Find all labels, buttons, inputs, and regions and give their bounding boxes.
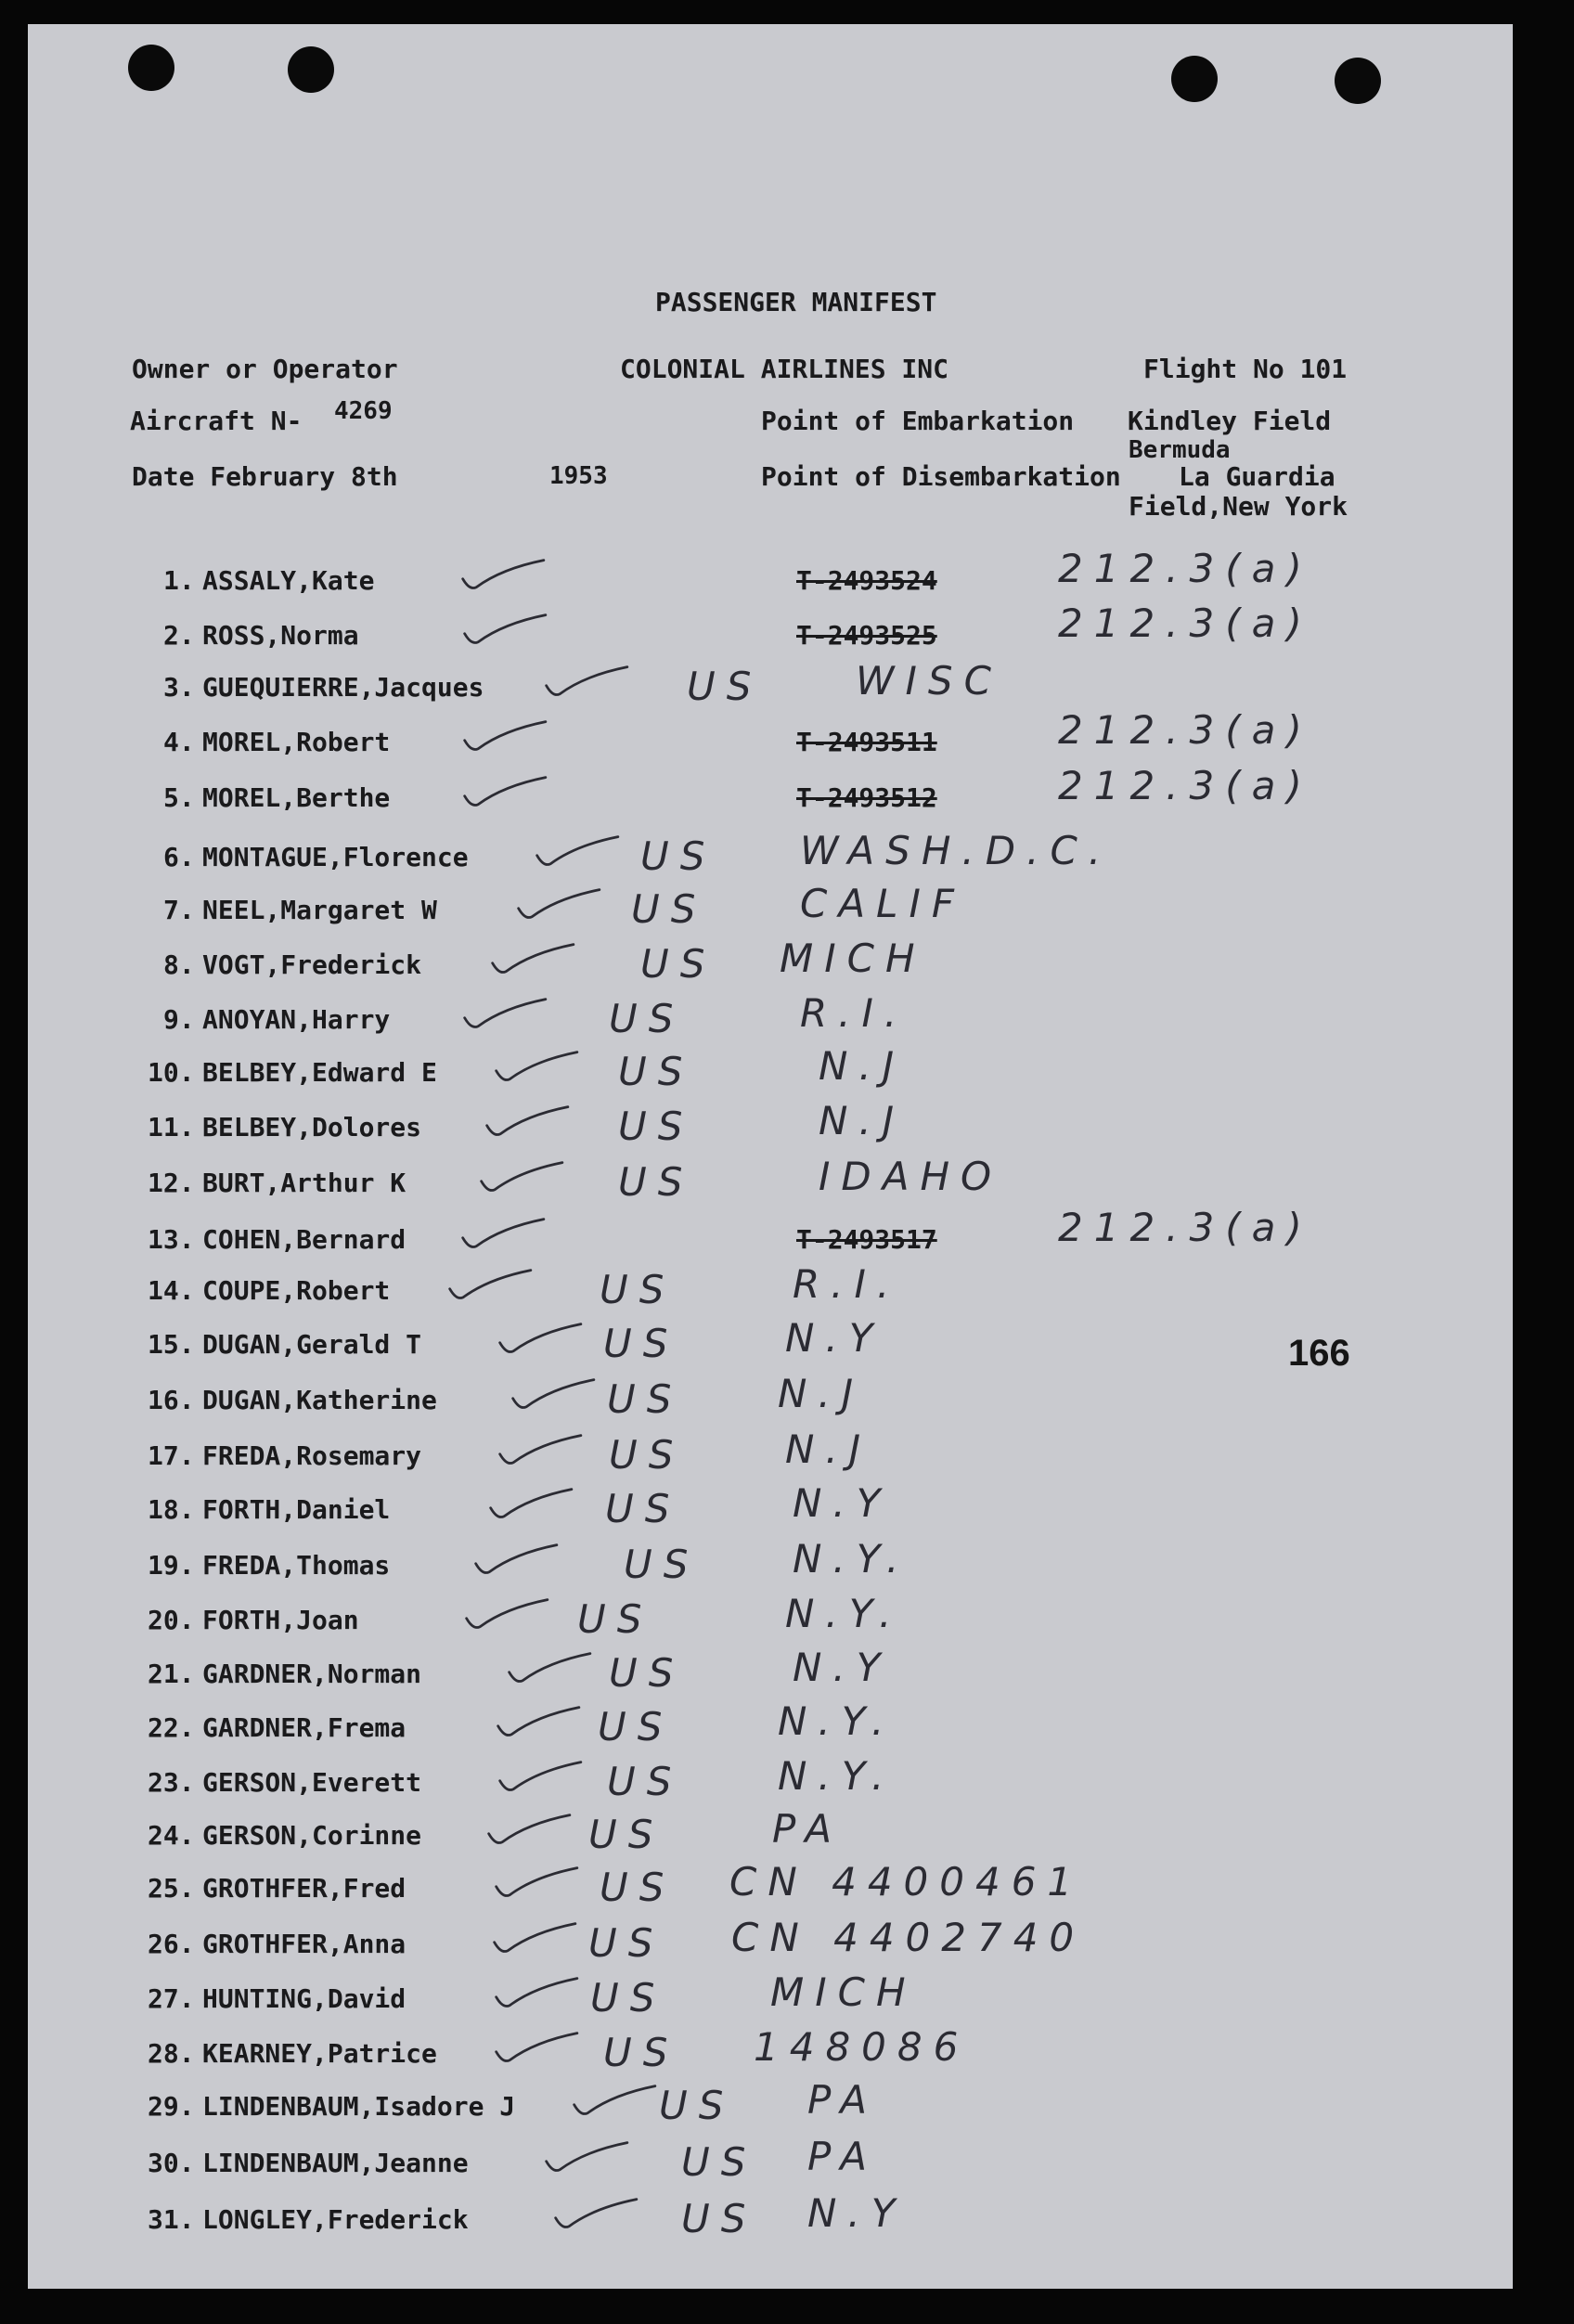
passenger-number: 29.	[148, 2091, 195, 2122]
residence: CALIF	[800, 881, 966, 926]
residence: WISC	[856, 658, 1002, 704]
passenger-number: 11.	[148, 1112, 195, 1143]
nationality: US	[607, 1759, 683, 1804]
passenger-name: LINDENBAUM,Jeanne	[202, 2148, 469, 2178]
embarkation-place-2: Bermuda	[1129, 436, 1231, 464]
passenger-name: ANOYAN,Harry	[202, 1004, 391, 1035]
checkmark-icon	[492, 1759, 594, 1796]
nationality: US	[600, 1267, 676, 1312]
passenger-number: 4.	[163, 727, 195, 757]
embarkation-place: Kindley Field	[1128, 406, 1332, 436]
checkmark-icon	[488, 1865, 590, 1902]
passenger-name: HUNTING,David	[202, 1983, 406, 2014]
passenger-number: 8.	[163, 949, 195, 980]
checkmark-icon	[455, 1216, 557, 1253]
checkmark-icon	[488, 1049, 590, 1086]
passenger-number: 31.	[148, 2204, 195, 2235]
passenger-name: BURT,Arthur K	[202, 1168, 406, 1198]
nationality: US	[640, 833, 716, 879]
checkmark-icon	[468, 1542, 570, 1579]
nationality: US	[600, 1865, 676, 1910]
nationality: US	[640, 941, 716, 987]
passenger-name: ROSS,Norma	[202, 620, 359, 651]
passenger-name: GARDNER,Frema	[202, 1712, 406, 1743]
residence: N.J	[819, 1043, 906, 1089]
aircraft-number: 4269	[334, 397, 393, 425]
passenger-number: 17.	[148, 1440, 195, 1471]
passenger-name: KEARNEY,Patrice	[202, 2038, 437, 2069]
checkmark-icon	[457, 996, 559, 1033]
passenger-number: 16.	[148, 1385, 195, 1415]
aircraft-label: Aircraft N-	[130, 406, 303, 436]
passenger-number: 6.	[163, 842, 195, 872]
exclusion-note: 212.3(a)	[1058, 707, 1313, 753]
checkmark-icon	[529, 833, 631, 871]
nationality: US	[609, 996, 685, 1041]
nationality: US	[624, 1542, 700, 1587]
passenger-name: MONTAGUE,Florence	[202, 842, 469, 872]
checkmark-icon	[501, 1650, 603, 1687]
passenger-number: 19.	[148, 1550, 195, 1581]
passenger-name: FREDA,Thomas	[202, 1550, 391, 1581]
punch-hole	[1171, 56, 1218, 102]
residence: N.J	[785, 1427, 872, 1472]
passenger-name: FREDA,Rosemary	[202, 1440, 422, 1471]
year: 1953	[549, 462, 608, 490]
page-number: 166	[1288, 1333, 1350, 1374]
passenger-number: 1.	[163, 565, 195, 596]
nationality: US	[681, 2139, 757, 2185]
checkmark-icon	[538, 2139, 640, 2176]
exclusion-note: 212.3(a)	[1058, 546, 1313, 591]
checkmark-icon	[486, 1920, 588, 1957]
checkmark-icon	[442, 1267, 544, 1304]
residence: N.J	[819, 1098, 906, 1143]
date-label: Date February 8th	[132, 461, 398, 492]
residence: N.Y	[793, 1645, 892, 1690]
ticket-number: T-2493524	[796, 565, 937, 596]
passenger-number: 26.	[148, 1929, 195, 1959]
passenger-number: 7.	[163, 895, 195, 925]
passenger-name: VOGT,Frederick	[202, 949, 422, 980]
passenger-name: MOREL,Robert	[202, 727, 391, 757]
residence: R.I.	[793, 1261, 901, 1307]
owner-label: Owner or Operator	[132, 354, 398, 384]
passenger-number: 25.	[148, 1873, 195, 1904]
residence: R.I.	[800, 990, 909, 1036]
passenger-name: NEEL,Margaret W	[202, 895, 437, 925]
operator-name: COLONIAL AIRLINES INC	[620, 354, 949, 384]
residence: N.Y.	[785, 1591, 903, 1636]
ticket-number: T-2493525	[796, 620, 937, 651]
disembarkation-place-2: Field,New York	[1129, 491, 1348, 522]
passenger-number: 5.	[163, 782, 195, 813]
passenger-number: 9.	[163, 1004, 195, 1035]
nationality: US	[618, 1104, 694, 1149]
passenger-name: COHEN,Bernard	[202, 1224, 406, 1255]
passenger-number: 18.	[148, 1494, 195, 1525]
residence: PA	[772, 1806, 843, 1852]
passenger-number: 20.	[148, 1605, 195, 1635]
residence: WASH.D.C.	[800, 828, 1113, 873]
passenger-name: BELBEY,Edward E	[202, 1057, 437, 1088]
checkmark-icon	[457, 718, 559, 755]
passenger-number: 15.	[148, 1329, 195, 1360]
passenger-name: GUEQUIERRE,Jacques	[202, 672, 484, 703]
passenger-name: DUGAN,Gerald T	[202, 1329, 422, 1360]
manifest-page	[28, 24, 1513, 2289]
checkmark-icon	[488, 2030, 590, 2067]
passenger-name: LINDENBAUM,Isadore J	[202, 2091, 516, 2122]
passenger-number: 30.	[148, 2148, 195, 2178]
passenger-name: GROTHFER,Fred	[202, 1873, 406, 1904]
passenger-number: 21.	[148, 1659, 195, 1689]
checkmark-icon	[492, 1432, 594, 1469]
passenger-name: GERSON,Corinne	[202, 1820, 422, 1851]
residence: N.Y	[785, 1315, 884, 1361]
nationality: US	[590, 1975, 666, 2021]
checkmark-icon	[492, 1321, 594, 1358]
passenger-name: GARDNER,Norman	[202, 1659, 422, 1689]
checkmark-icon	[548, 2196, 650, 2233]
residence: MICH	[780, 936, 926, 981]
passenger-name: ASSALY,Kate	[202, 565, 375, 596]
passenger-number: 3.	[163, 672, 195, 703]
exclusion-note: 212.3(a)	[1058, 763, 1313, 808]
manifest-title: PASSENGER MANIFEST	[655, 287, 937, 317]
nationality: US	[659, 2083, 735, 2128]
checkmark-icon	[457, 612, 559, 649]
checkmark-icon	[458, 1596, 561, 1633]
exclusion-note: 212.3(a)	[1058, 600, 1313, 646]
exclusion-note: 212.3(a)	[1058, 1205, 1313, 1250]
checkmark-icon	[455, 557, 557, 594]
passenger-number: 22.	[148, 1712, 195, 1743]
checkmark-icon	[479, 1104, 581, 1141]
passenger-name: MOREL,Berthe	[202, 782, 391, 813]
residence: 148086	[754, 2024, 970, 2070]
nationality: US	[588, 1812, 664, 1857]
residence: N.Y.	[778, 1698, 896, 1744]
passenger-number: 12.	[148, 1168, 195, 1198]
residence: PA	[807, 2077, 878, 2123]
ticket-number: T-2493511	[796, 727, 937, 757]
ticket-number: T-2493517	[796, 1224, 937, 1255]
ticket-number: T-2493512	[796, 782, 937, 813]
passenger-name: GERSON,Everett	[202, 1767, 422, 1798]
passenger-name: COUPE,Robert	[202, 1275, 391, 1306]
nationality: US	[618, 1049, 694, 1094]
checkmark-icon	[473, 1159, 575, 1196]
residence: MICH	[770, 1969, 917, 2015]
residence: N.J	[778, 1371, 865, 1416]
checkmark-icon	[457, 774, 559, 811]
nationality: US	[609, 1650, 685, 1696]
disembarkation-place: La Guardia	[1179, 461, 1335, 492]
checkmark-icon	[484, 941, 587, 978]
passenger-number: 13.	[148, 1224, 195, 1255]
nationality: US	[607, 1376, 683, 1422]
nationality: US	[603, 1321, 679, 1366]
nationality: US	[618, 1159, 694, 1205]
nationality: US	[631, 886, 707, 932]
residence: N.Y.	[778, 1753, 896, 1799]
passenger-number: 28.	[148, 2038, 195, 2069]
passenger-number: 14.	[148, 1275, 195, 1306]
nationality: US	[605, 1486, 681, 1531]
embarkation-label: Point of Embarkation	[761, 406, 1075, 436]
passenger-name: LONGLEY,Frederick	[202, 2204, 469, 2235]
nationality: US	[681, 2196, 757, 2241]
passenger-number: 27.	[148, 1983, 195, 2014]
checkmark-icon	[490, 1704, 592, 1741]
flight-number: Flight No 101	[1143, 354, 1348, 384]
passenger-name: FORTH,Daniel	[202, 1494, 391, 1525]
nationality: US	[598, 1704, 674, 1749]
passenger-number: 24.	[148, 1820, 195, 1851]
checkmark-icon	[566, 2083, 668, 2120]
nationality: US	[603, 2030, 679, 2075]
residence: N.Y	[807, 2190, 907, 2236]
punch-hole	[288, 46, 334, 93]
passenger-name: FORTH,Joan	[202, 1605, 359, 1635]
passenger-number: 10.	[148, 1057, 195, 1088]
passenger-name: DUGAN,Katherine	[202, 1385, 437, 1415]
residence: N.Y.	[793, 1536, 910, 1582]
passenger-number: 2.	[163, 620, 195, 651]
nationality: US	[577, 1596, 653, 1642]
residence: CN 4400461	[729, 1859, 1084, 1904]
punch-hole	[1335, 58, 1381, 104]
residence: CN 4402740	[731, 1915, 1086, 1960]
disembarkation-label: Point of Disembarkation	[761, 461, 1121, 492]
checkmark-icon	[481, 1812, 583, 1849]
passenger-name: GROTHFER,Anna	[202, 1929, 406, 1959]
residence: N.Y	[793, 1480, 892, 1526]
nationality: US	[687, 664, 763, 709]
passenger-name: BELBEY,Dolores	[202, 1112, 422, 1143]
checkmark-icon	[505, 1376, 607, 1414]
nationality: US	[609, 1432, 685, 1478]
checkmark-icon	[483, 1486, 585, 1523]
checkmark-icon	[488, 1975, 590, 2012]
checkmark-icon	[538, 664, 640, 701]
nationality: US	[588, 1920, 664, 1966]
punch-hole	[128, 45, 174, 91]
passenger-number: 23.	[148, 1767, 195, 1798]
residence: IDAHO	[819, 1154, 1003, 1199]
residence: PA	[807, 2134, 878, 2179]
checkmark-icon	[510, 886, 613, 923]
